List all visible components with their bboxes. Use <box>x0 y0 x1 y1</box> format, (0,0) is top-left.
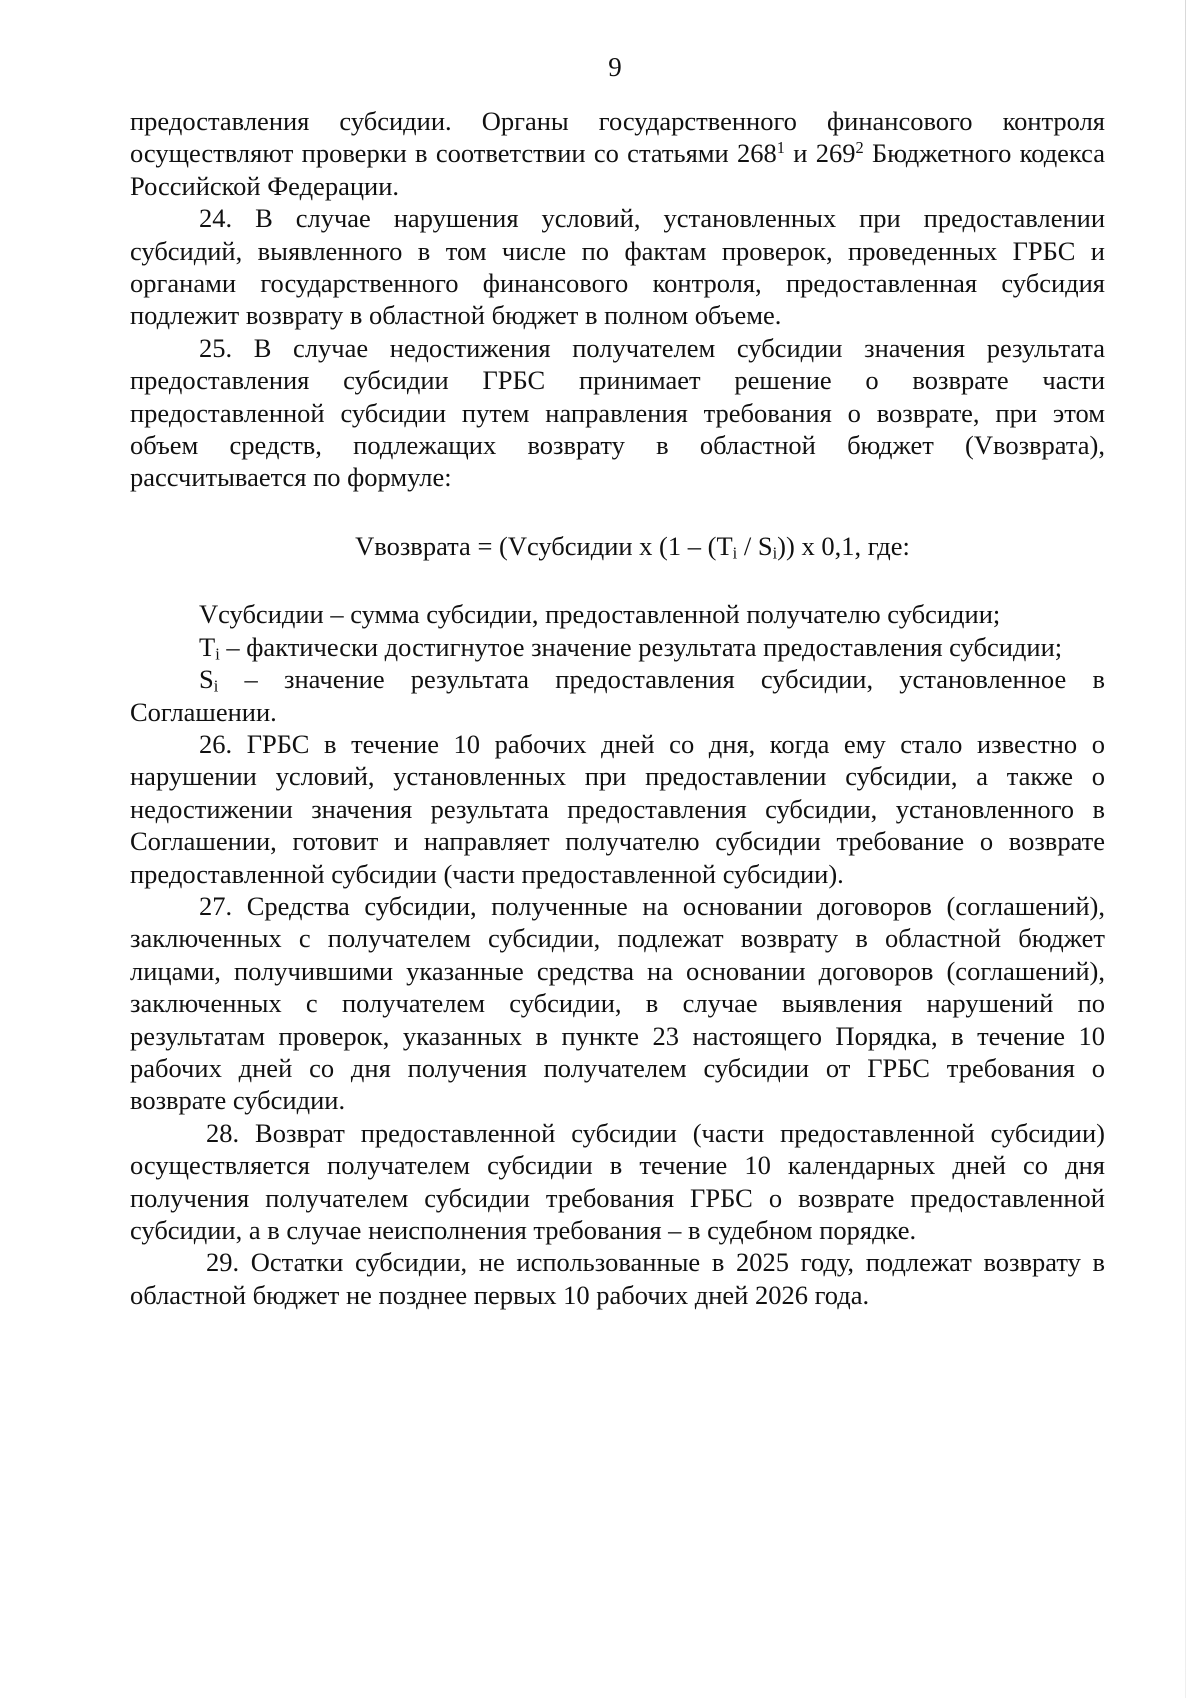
article-ref-superscript: 2 <box>855 138 864 158</box>
paragraph-25: 25. В случае недостижения получателем субсидии значения результата предоставления субсидии ГРБС принимает решение о возврате части предоставленной субсидии путем направления требования о возврате, при этом объем средств, подлежащих возврату в областной бюджет (Vвозврата), рассчитывается по формуле: <box>130 332 1105 493</box>
conjunction: и <box>785 138 816 169</box>
document-body <box>130 105 1105 1311</box>
scan-edge-line <box>1185 0 1186 1698</box>
symbol: S <box>199 664 214 695</box>
symbol-subscript: i <box>215 643 220 663</box>
formula-subscript: i <box>772 543 778 563</box>
symbol: T <box>199 631 216 662</box>
definition-v: Vсубсидии – сумма субсидии, предоставленной получателю субсидии; <box>199 599 1001 630</box>
formula-part: Vвозврата = (Vсубсидии x (1 – (T <box>355 530 733 561</box>
formula <box>130 530 1105 562</box>
page-number: 9 <box>608 52 622 82</box>
formula-part: / S <box>737 530 773 561</box>
paragraph-24: 24. В случае нарушения условий, установленных при предоставлении субсидий, выявленного в том числе по фактам проверок, проведенных ГРБС и органами государственного финансового контроля, предоставленная субсидия подлежит возврату в областной бюджет в полном объеме. <box>130 203 1105 331</box>
paragraph-27: 27. Средства субсидии, полученные на основании договоров (соглашений), заключенных с получателем субсидии, подлежат возврату в областной бюджет лицами, получившими указанные средства на основании договоров (соглашений), заключенных с получателем субсидии, в случае выявления нарушений по результатам проверок, указанных в пункте 23 настоящего Порядка, в течение 10 рабочих дней со дня получения получателем субсидии от ГРБС требования о возврате субсидии. <box>130 890 1105 1116</box>
formula-subscript: i <box>732 543 738 563</box>
article-ref-superscript: 1 <box>776 138 785 158</box>
symbol-subscript: i <box>213 676 219 696</box>
article-ref: 268 <box>737 138 777 169</box>
paragraph-text: предоставления субсидии. Органы государственного финансового контроля осуществляют проверки в соответствии со статьями <box>130 106 1105 169</box>
paragraph-29: 29. Остатки субсидии, не использованные в 2025 году, подлежат возврату в областной бюджет не позднее первых 10 рабочих дней 2026 года. <box>130 1247 1105 1310</box>
paragraph-26: 26. ГРБС в течение 10 рабочих дней со дня, когда ему стало известно о нарушении условий, установленных при предоставлении субсидии, а также о недостижении значения результата предоставления субсидии, установленного в Соглашении, готовит и направляет получателю субсидии требование о возврате предоставленной субсидии (части предоставленной субсидии). <box>130 728 1105 889</box>
paragraph-continuation <box>130 105 1105 202</box>
definition-t <box>130 631 1105 663</box>
paragraph-text: Бюджетного кодекса Российской Федерации. <box>130 138 1106 201</box>
article-ref: 269 <box>815 138 856 169</box>
paragraph-28: 28. Возврат предоставленной субсидии (части предоставленной субсидии) осуществляется получателем субсидии в течение 10 календарных дней со дня получения получателем субсидии требования ГРБС о возврате предоставленной субсидии, а в случае неисполнения требования – в судебном порядке. <box>130 1117 1105 1245</box>
definition-s <box>130 663 1105 728</box>
definition-text: – значение результата предоставления субсидии, установленное в Соглашении. <box>130 664 1105 727</box>
definition-text: – фактически достигнутое значение результата предоставления субсидии; <box>219 631 1063 662</box>
formula-part: )) x 0,1, где: <box>777 530 910 561</box>
